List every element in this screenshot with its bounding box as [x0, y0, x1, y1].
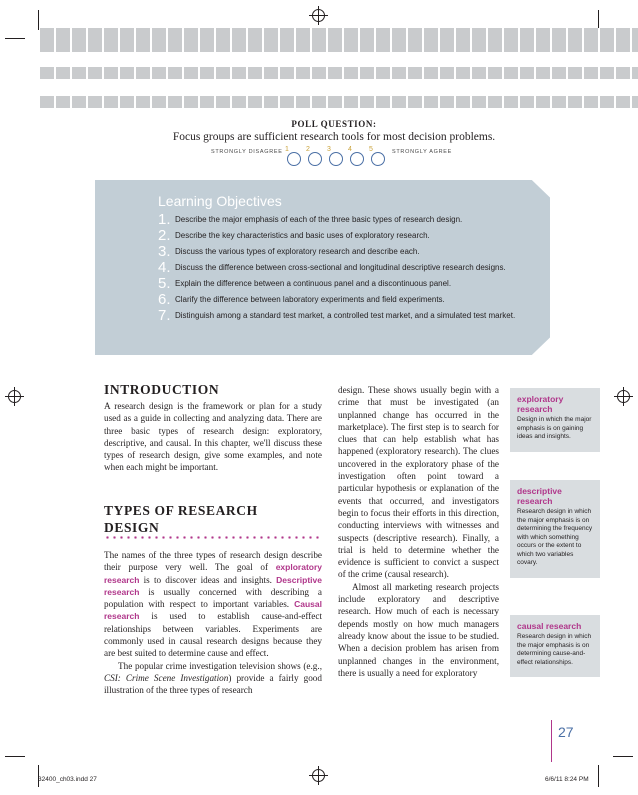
page-number: 27 — [558, 724, 574, 740]
text-run: is used to establish cause-and-effect relationships between variables. Experiments are commonly used in causal research designs because they are best suited to determine cause and effect. — [104, 611, 322, 659]
learning-objectives-list — [158, 212, 528, 324]
types-heading-line: DESIGN — [104, 520, 160, 535]
glossary-term: descriptive research — [517, 486, 562, 506]
section-divider — [104, 536, 322, 539]
glossary-definition: Design in which the major emphasis is on gaining ideas and insights. — [517, 416, 592, 440]
text-run: The names of the three types of research design describe their purpose very well. The goal of — [104, 550, 322, 573]
scale-right-label: STRONGLY AGREE — [392, 149, 453, 155]
objective-item — [158, 228, 528, 243]
objective-item — [158, 276, 528, 291]
crop-mark — [598, 10, 599, 30]
registration-mark-icon — [312, 769, 325, 782]
glossary-box — [510, 615, 600, 677]
right-paragraph-2: Almost all marketing research projects include exploratory and descriptive research. How much of each is necessary depends mostly on how much managers already know about the issue to be studied. When a decision problem has arisen from unplanned changes in the environment, there is usually a need for exploratory — [338, 581, 499, 678]
objective-item — [158, 260, 528, 275]
registration-mark-icon — [8, 390, 21, 403]
objective-text: Describe the major emphasis of each of the three basic types of research design. — [175, 215, 463, 224]
types-paragraph — [104, 549, 322, 697]
introduction-paragraph: A research design is the framework or plan for a study used as a guide in collecting and analyzing data. There are three basic types of research design: exploratory, descriptive, and causal. In this chapter, we'll discuss these types of research design, give some examples, and note when each might be important. — [104, 401, 322, 473]
types-heading-line: TYPES OF RESEARCH — [104, 503, 258, 518]
objective-item — [158, 292, 528, 307]
slug-file: 32400_ch03.indd 27 — [38, 776, 97, 783]
header-strip — [40, 67, 638, 79]
scale-left-label: STRONGLY DISAGREE — [211, 149, 283, 155]
objective-number: 2. — [158, 227, 171, 244]
keyword-descriptive: Descriptive research — [104, 574, 322, 597]
scale-number: 2 — [306, 146, 310, 153]
objective-text: Discuss the various types of exploratory research and describe each. — [175, 247, 420, 256]
objective-number: 5. — [158, 275, 171, 292]
poll-question: Focus groups are sufficient research tools for most decision problems. — [172, 131, 496, 143]
scale-number: 4 — [348, 146, 352, 153]
objective-number: 6. — [158, 291, 171, 308]
objective-text: Distinguish among a standard test market, a controlled test market, and a simulated test market. — [175, 311, 516, 320]
text-run: The popular crime investigation television shows (e.g., — [118, 660, 322, 671]
objective-item — [158, 212, 528, 227]
objective-text: Explain the difference between a continuous panel and a discontinuous panel. — [175, 279, 452, 288]
poll-title: POLL QUESTION: — [291, 119, 377, 129]
poll-option-4[interactable] — [350, 152, 364, 166]
objective-text: Describe the key characteristics and basic uses of exploratory research. — [175, 231, 430, 240]
right-column — [338, 384, 499, 679]
types-heading — [104, 502, 258, 536]
glossary-box — [510, 388, 600, 452]
objective-text: Clarify the difference between laboratory experiments and field experiments. — [175, 295, 445, 304]
types-paragraph-2 — [104, 660, 322, 697]
text-run: is to discover ideas and insights. — [139, 574, 277, 585]
scale-number: 3 — [327, 146, 331, 153]
crop-mark — [38, 10, 39, 30]
introduction-heading: INTRODUCTION — [104, 382, 220, 397]
registration-mark-icon — [312, 9, 325, 22]
objective-number: 1. — [158, 211, 171, 228]
objective-number: 3. — [158, 243, 171, 260]
poll-option-5[interactable] — [371, 152, 385, 166]
glossary-box — [510, 480, 600, 578]
keyword-causal: Causal research — [104, 599, 322, 622]
page-number-rule — [551, 720, 552, 762]
right-paragraph-1: design. These shows usually begin with a crime that must be investigated (an unplanned change has occurred in the marketplace). The first step is to search for clues that can help establish what has happened (exploratory research). The clues uncovered in the exploratory phase of the investigation often point toward a particular hypothesis or explanation of the events that occurred, and investigators begin to focus their efforts in this direction, conducting interviews with witnesses and suspects (descriptive research). Finally, a trial is held to determine whether the evidence is sufficient to convict a suspect of the crime (causal research). — [338, 385, 499, 580]
glossary-definition: Research design in which the major emphasis is on determining the frequency with which something occurs or the extent to which two variables covary. — [517, 508, 593, 566]
objective-item — [158, 308, 528, 323]
registration-mark-icon — [617, 390, 630, 403]
poll-option-2[interactable] — [308, 152, 322, 166]
poll-option-3[interactable] — [329, 152, 343, 166]
text-run: is usually concerned with describing a population with respect to important variables. — [104, 586, 322, 610]
glossary-term: causal research — [517, 621, 582, 631]
glossary-term: exploratory research — [517, 394, 564, 414]
scale-number: 5 — [369, 146, 373, 153]
objective-text: Discuss the difference between cross-sectional and longitudinal descriptive research designs. — [175, 263, 506, 272]
header-strip — [40, 96, 638, 108]
glossary-definition: Research design in which the major emphasis is on determining cause-and-effect relationships. — [517, 633, 592, 666]
objective-item — [158, 244, 528, 259]
text-run: ) provide a fairly good illustration of the three types of research — [104, 672, 322, 696]
header-strip — [40, 28, 638, 52]
crop-mark — [598, 765, 599, 787]
keyword-exploratory: exploratory research — [104, 562, 322, 585]
show-title: CSI: Crime Scene Investigation — [104, 672, 229, 683]
crop-mark — [5, 756, 25, 757]
objective-number: 7. — [158, 307, 171, 324]
scale-number: 1 — [285, 146, 289, 153]
crop-mark — [5, 38, 25, 39]
learning-objectives-title: Learning Objectives — [158, 193, 282, 209]
poll-option-1[interactable] — [287, 152, 301, 166]
objective-number: 4. — [158, 259, 171, 276]
crop-mark — [613, 756, 633, 757]
slug-date: 6/6/11 8:24 PM — [545, 776, 589, 783]
